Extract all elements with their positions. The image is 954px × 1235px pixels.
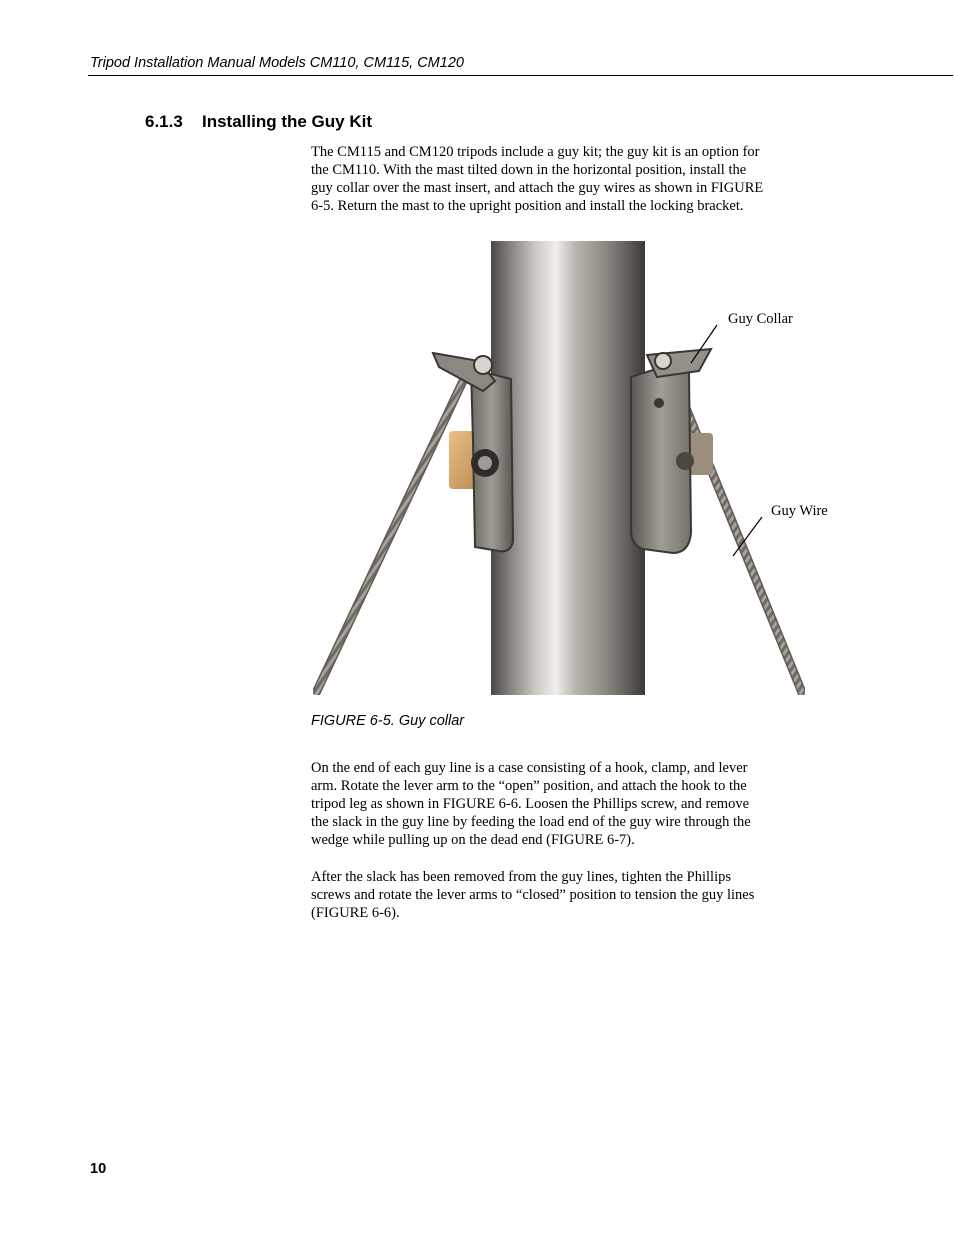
text-line: The CM115 and CM120 tripods include a guy kit; the guy kit is an option for bbox=[311, 144, 760, 160]
text-line: (FIGURE 6-6). bbox=[311, 905, 400, 921]
text-line: the CM110. With the mast tilted down in the horizontal position, install the bbox=[311, 162, 747, 178]
guy-collar-photo bbox=[313, 241, 805, 695]
running-header: Tripod Installation Manual Models CM110, CM115, CM120 bbox=[90, 55, 464, 71]
guy-wire-callout: Guy Wire bbox=[771, 503, 828, 519]
text-line: 6-5. Return the mast to the upright position and install the locking bracket. bbox=[311, 198, 744, 214]
text-line: After the slack has been removed from the guy lines, tighten the Phillips bbox=[311, 869, 731, 885]
figure-caption: FIGURE 6-5. Guy collar bbox=[311, 713, 465, 729]
tighten-paragraph bbox=[311, 868, 811, 922]
section-heading bbox=[145, 112, 372, 132]
section-title: Installing the Guy Kit bbox=[202, 112, 373, 131]
guy-collar-callout: Guy Collar bbox=[728, 311, 793, 327]
text-line: screws and rotate the lever arms to “closed” position to tension the guy lines bbox=[311, 887, 755, 903]
text-line: guy collar over the mast insert, and attach the guy wires as shown in FIGURE bbox=[311, 180, 764, 196]
text-line: wedge while pulling up on the dead end (FIGURE 6-7). bbox=[311, 832, 635, 848]
text-line: tripod leg as shown in FIGURE 6-6. Loosen the Phillips screw, and remove bbox=[311, 796, 750, 812]
text-line: On the end of each guy line is a case consisting of a hook, clamp, and lever bbox=[311, 760, 748, 776]
text-line: the slack in the guy line by feeding the load end of the guy wire through the bbox=[311, 814, 751, 830]
guy-line-case-paragraph bbox=[311, 759, 811, 849]
intro-paragraph bbox=[311, 143, 811, 215]
header-rule bbox=[88, 75, 953, 76]
text-line: arm. Rotate the lever arm to the “open” position, and attach the hook to the bbox=[311, 778, 747, 794]
page-number: 10 bbox=[90, 1161, 107, 1177]
section-number: 6.1.3 bbox=[145, 112, 183, 131]
